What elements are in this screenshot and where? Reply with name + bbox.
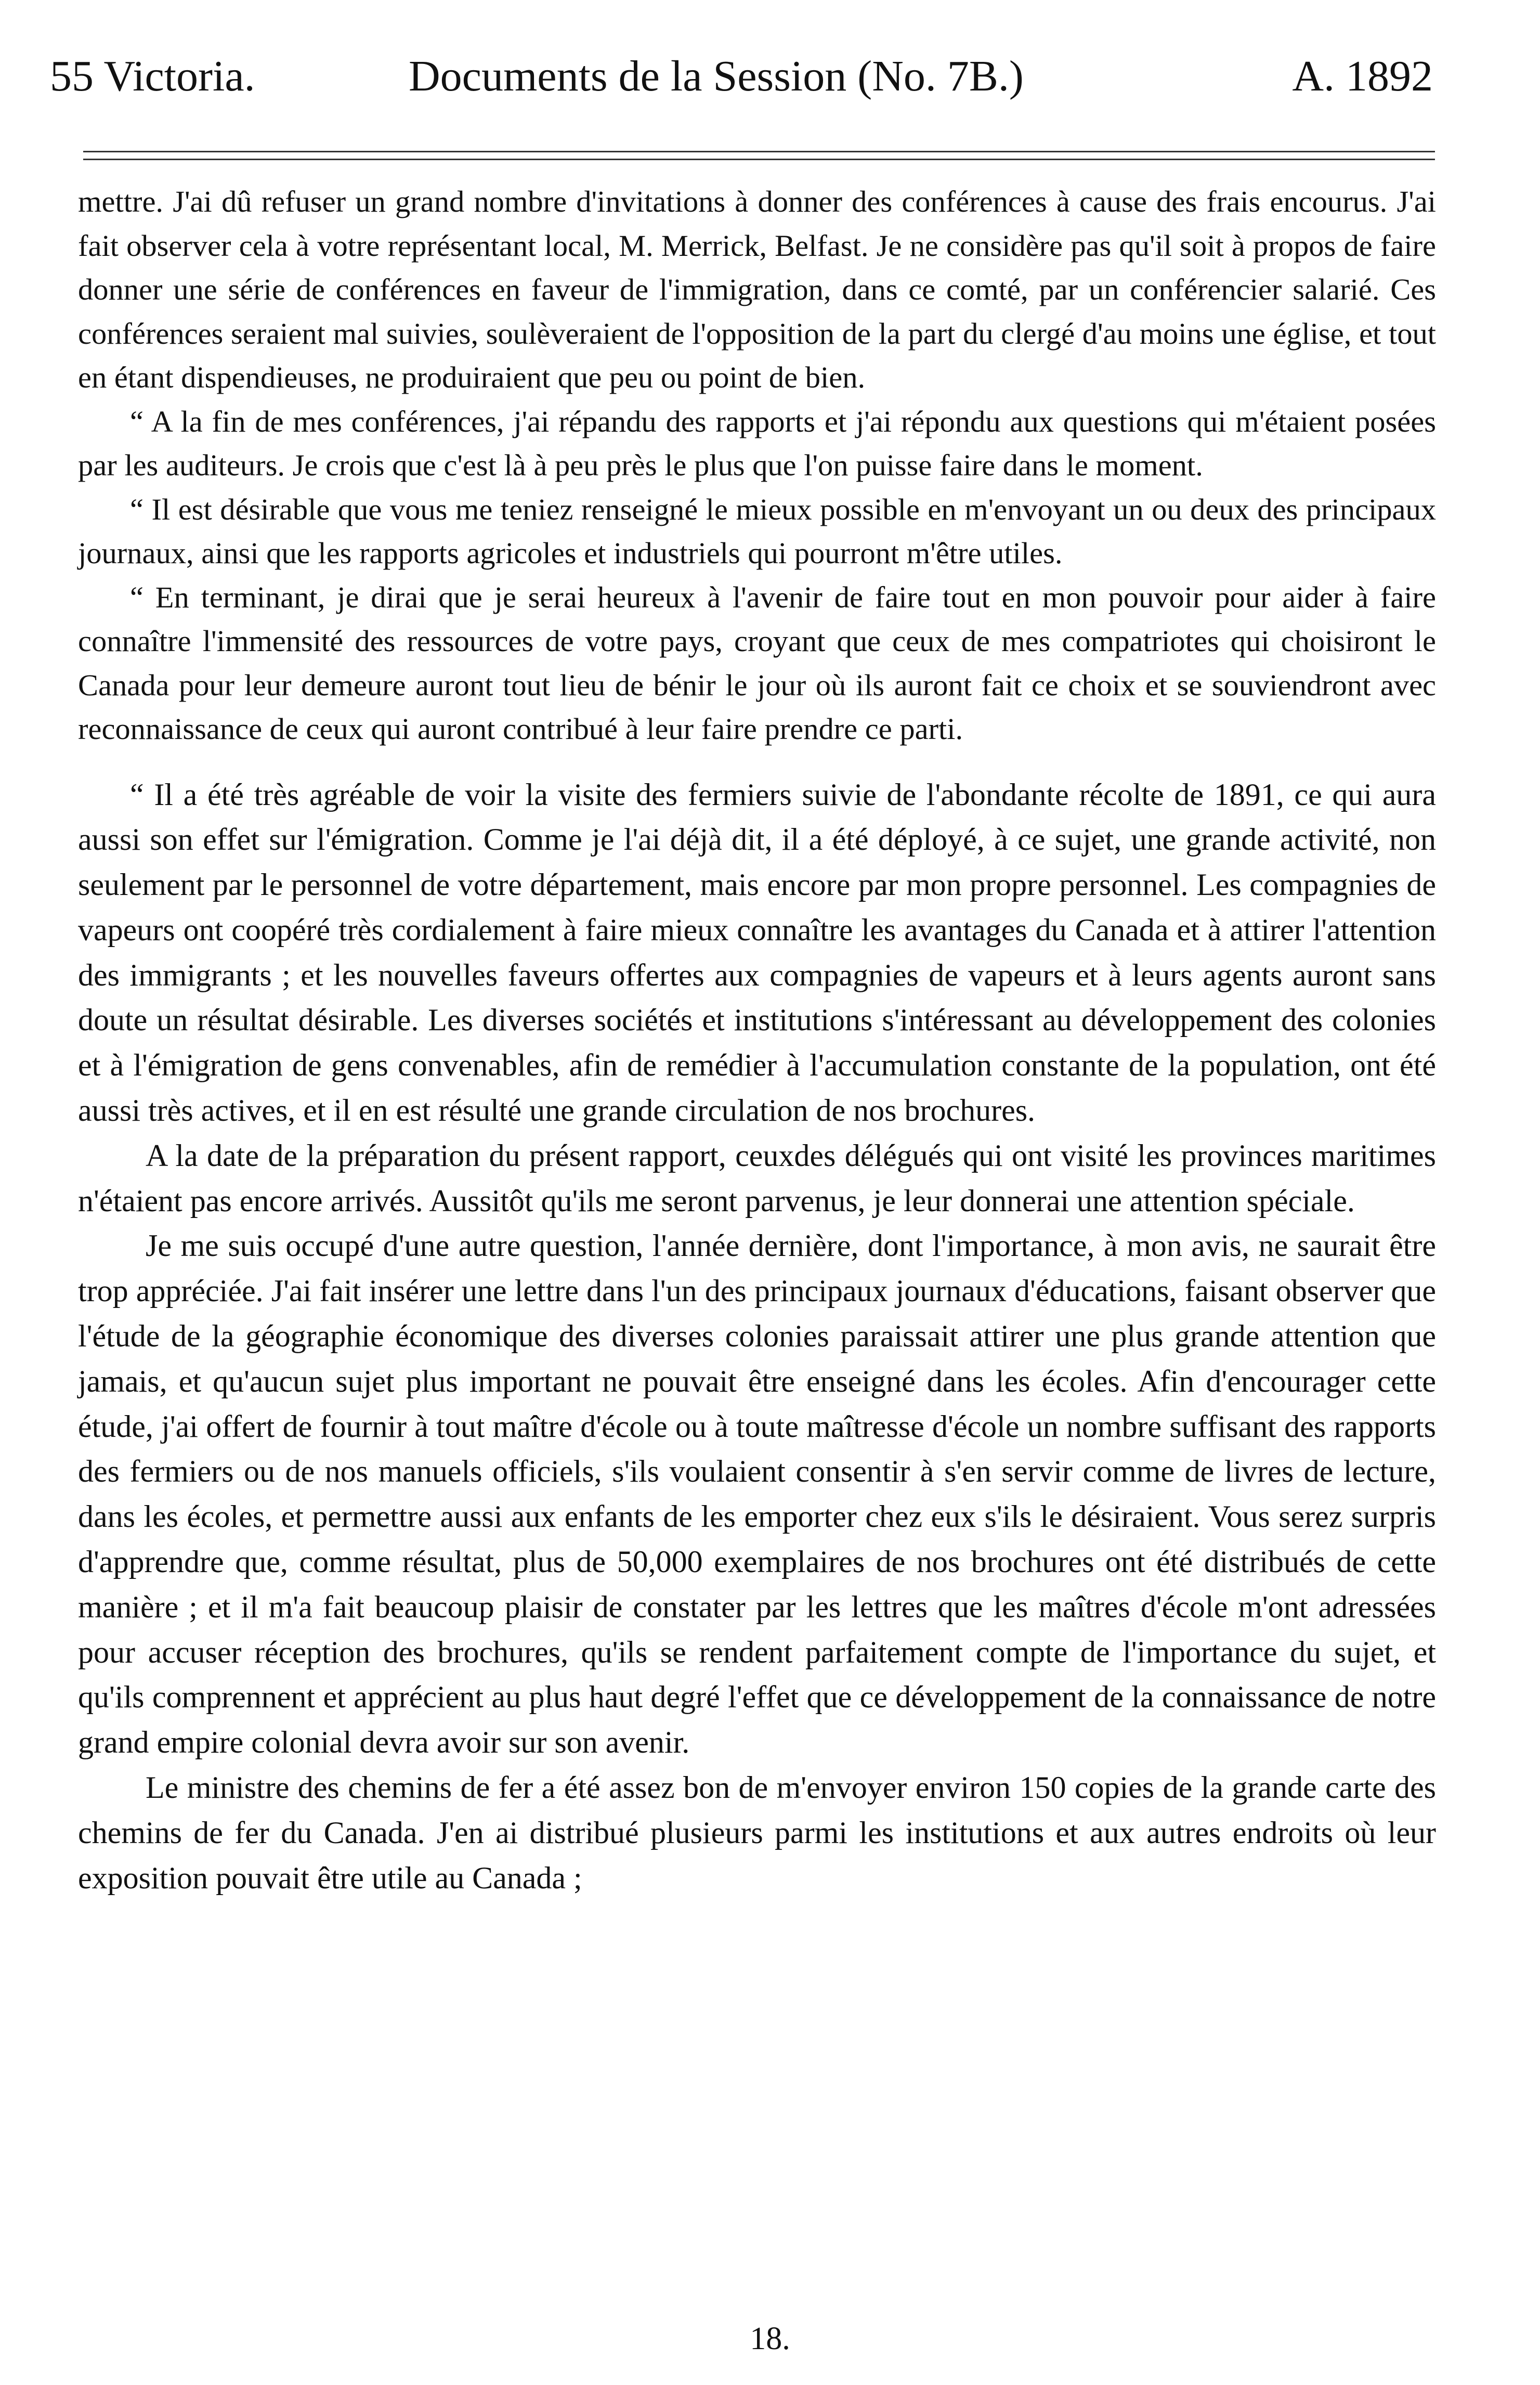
paragraph: Je me suis occupé d'une autre question, l'année dernière, dont l'importance, à mon avis, ne saurait être trop appréciée. J'ai fait insérer une lettre dans l'un des principaux journaux d'éducations, faisant observer que l'étude de la géographie économique des diverses colonies paraissait attirer une plus grande attention que jamais, et qu'aucun sujet plus important ne pouvait être enseigné dans les écoles. Afin d'encourager cette étude, j'ai offert de fournir à tout maître d'école ou à toute maîtresse d'école un nombre suffisant des rapports des fermiers ou de nos manuels officiels, s'ils voulaient consentir à s'en servir comme de livres de lecture, dans les écoles, et permettre aussi aux enfants de les emporter chez eux s'ils le désiraient. Vous serez surpris d'apprendre que, comme résultat, plus de 50,000 exemplaires de nos brochures ont été distribués de cette manière ; et il m'a fait beaucoup plaisir de constater par les lettres que les maîtres d'école m'ont adressées pour accuser réception des brochures, qu'ils se rendent parfaitement compte de l'importance du sujet, et qu'ils comprennent et apprécient au plus haut degré l'effet que ce développement de la connaissance de notre grand empire colonial devra avoir sur son avenir. (78, 1228, 1436, 1760)
page-number: 18. (750, 2321, 790, 2356)
header-rule-top (83, 151, 1435, 152)
paragraph: “ Il a été très agréable de voir la visite des fermiers suivie de l'abondante récolte de 1891, ce qui aura aussi son effet sur l'émigration. Comme je l'ai déjà dit, il a été déployé, à ce sujet, une grande activité, non seulement par le personnel de votre département, mais encore par mon propre personnel. Les compagnies de vapeurs ont coopéré très cordialement à faire mieux connaître les avantages du Canada et à attirer l'attention des immigrants ; et les nouvelles faveurs offertes aux compagnies de vapeurs et à leurs agents auront sans doute un résultat désirable. Les diverses sociétés et institutions s'intéressant au développement des colonies et à l'émigration de gens convenables, afin de remédier à l'accumulation constante de la population, ont été aussi très actives, et il en est résulté une grande circulation de nos brochures. (78, 777, 1436, 1128)
running-header (50, 51, 1433, 119)
paragraph: A la date de la préparation du présent rapport, ceuxdes délégués qui ont visité les provinces maritimes n'étaient pas encore arrivés. Aussitôt qu'ils me seront parvenus, je leur donnerai une attention spéciale. (78, 1138, 1436, 1218)
body-text (78, 180, 1436, 1900)
quoted-letter-section (78, 180, 1436, 751)
header-rule-bottom (83, 159, 1435, 160)
header-document-title: Documents de la Session (No. 7B.) (409, 52, 1024, 100)
paragraph: “ En terminant, je dirai que je serai heureux à l'avenir de faire tout en mon pouvoir pour aider à faire connaître l'immensité des ressources de votre pays, croyant que ceux de mes compatriotes qui choisiront le Canada pour leur demeure auront tout lieu de bénir le jour où ils auront fait ce choix et se souviendront avec reconnaissance de ceux qui auront contribué à leur faire prendre ce parti. (78, 580, 1436, 746)
paragraph: mettre. J'ai dû refuser un grand nombre d'invitations à donner des conférences à cause des frais encourus. J'ai fait observer cela à votre représentant local, M. Merrick, Belfast. Je ne considère pas qu'il soit à propos de faire donner une série de conférences en faveur de l'immigration, dans ce comté, par un conférencier salarié. Ces conférences seraient mal suivies, soulèveraient de l'opposition de la part du clergé d'au moins une église, et tout en étant dispendieuses, ne produiraient que peu ou point de bien. (78, 185, 1436, 394)
report-section (78, 772, 1436, 1901)
paragraph: “ A la fin de mes conférences, j'ai répandu des rapports et j'ai répondu aux questions qui m'étaient posées par les auditeurs. Je crois que c'est là à peu près le plus que l'on puisse faire dans le moment. (78, 404, 1436, 482)
header-year: A. 1892 (1292, 52, 1433, 100)
header-session-year: 55 Victoria. (50, 52, 255, 100)
section-gap (78, 751, 1436, 772)
paragraph: “ Il est désirable que vous me teniez renseigné le mieux possible en m'envoyant un ou deux des principaux journaux, ainsi que les rapports agricoles et industriels qui pourront m'être utiles. (78, 492, 1436, 570)
paragraph: Le ministre des chemins de fer a été assez bon de m'envoyer environ 150 copies de la grande carte des chemins de fer du Canada. J'en ai distribué plusieurs parmi les institutions et aux autres endroits où leur exposition pouvait être utile au Canada ; (78, 1770, 1436, 1895)
